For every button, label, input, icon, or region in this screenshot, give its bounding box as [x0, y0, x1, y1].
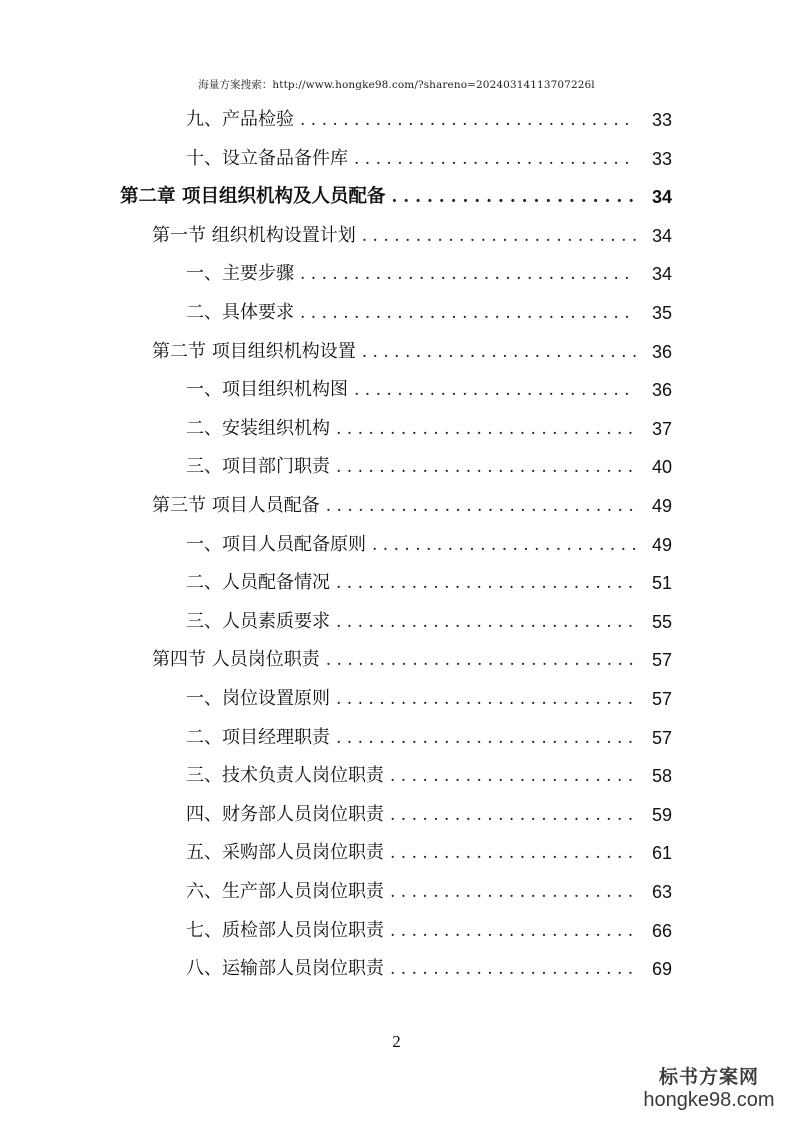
toc-entry-page-number: 33 [651, 148, 672, 169]
toc-entry-label: 第二节 项目组织机构设置 [152, 340, 356, 362]
toc-dot-leader [300, 294, 636, 332]
toc-entry-section[interactable] [152, 641, 672, 679]
toc-entry-page-number: 49 [651, 496, 672, 516]
toc-entry-item[interactable] [186, 757, 672, 795]
toc-entry-item[interactable] [186, 448, 672, 486]
toc-entry-item[interactable] [186, 796, 672, 834]
toc-dot-leader [336, 719, 636, 757]
toc-entry-item[interactable] [186, 410, 672, 448]
toc-dot-leader [336, 564, 636, 602]
toc-entry-item[interactable] [186, 912, 672, 950]
toc-dot-leader [391, 178, 636, 216]
toc-entry-item[interactable] [186, 873, 672, 911]
toc-entry-label: 十、设立备品备件库 [186, 147, 348, 169]
toc-entry-chapter[interactable] [120, 178, 672, 216]
toc-entry-page-number: 58 [651, 766, 672, 787]
toc-entry-label: 三、项目部门职责 [186, 456, 330, 478]
toc-entry-label: 第三节 项目人员配备 [152, 495, 320, 516]
toc-entry-page-number: 51 [651, 573, 672, 594]
toc-dot-leader [362, 333, 636, 371]
toc-entry-label: 八、运输部人员岗位职责 [186, 958, 384, 980]
toc-dot-leader [390, 873, 636, 911]
toc-entry-page-number: 34 [651, 225, 672, 246]
toc-entry-label: 二、安装组织机构 [186, 417, 330, 439]
toc-entry-item[interactable] [186, 950, 672, 988]
toc-entry-page-number: 36 [651, 341, 672, 362]
page-number: 2 [392, 1032, 401, 1051]
toc-entry-page-number: 36 [651, 380, 672, 401]
toc-entry-label: 一、岗位设置原则 [186, 688, 330, 709]
toc-entry-label: 第二章 项目组织机构及人员配备 [120, 186, 386, 208]
toc-entry-section[interactable] [152, 333, 672, 371]
toc-dot-leader [390, 757, 636, 795]
toc-entry-page-number: 49 [651, 534, 672, 555]
toc-entry-label: 五、采购部人员岗位职责 [186, 842, 384, 864]
toc-entry-item[interactable] [186, 255, 672, 293]
toc-entry-label: 第一节 组织机构设置计划 [152, 224, 356, 246]
toc-dot-leader [336, 680, 636, 718]
toc-dot-leader [362, 217, 636, 255]
toc-dot-leader [390, 912, 636, 950]
toc-dot-leader [336, 410, 636, 448]
toc-entry-page-number: 66 [651, 920, 672, 941]
toc-dot-leader [354, 140, 636, 178]
toc-entry-item[interactable] [186, 526, 672, 564]
toc-entry-page-number: 34 [651, 187, 672, 208]
toc-dot-leader [390, 796, 636, 834]
toc-entry-section[interactable] [152, 487, 672, 525]
toc-entry-label: 二、人员配备情况 [186, 572, 330, 594]
toc-dot-leader [390, 950, 636, 988]
toc-dot-leader [354, 371, 636, 409]
toc-entry-label: 二、具体要求 [186, 302, 294, 323]
site-watermark-logo [639, 1066, 779, 1112]
toc-entry-label: 一、项目人员配备原则 [186, 533, 366, 555]
toc-entry-page-number: 69 [651, 959, 672, 980]
toc-entry-item[interactable] [186, 834, 672, 872]
watermark-domain: hongke98.com [643, 1089, 775, 1111]
toc-dot-leader [336, 448, 636, 486]
toc-entry-page-number: 57 [651, 727, 672, 748]
toc-entry-label: 六、生产部人员岗位职责 [186, 881, 384, 902]
toc-entry-item[interactable] [186, 680, 672, 718]
toc-entry-page-number: 57 [651, 689, 672, 709]
watermark-title: 标书方案网 [658, 1066, 759, 1088]
toc-entry-page-number: 55 [651, 611, 672, 632]
toc-entry-item[interactable] [186, 603, 672, 641]
toc-dot-leader [336, 603, 636, 641]
toc-entry-item[interactable] [186, 719, 672, 757]
toc-entry-label: 九、产品检验 [186, 109, 294, 130]
toc-dot-leader [326, 641, 636, 679]
toc-entry-item[interactable] [186, 140, 672, 178]
toc-dot-leader [372, 526, 636, 564]
toc-entry-page-number: 35 [651, 303, 672, 323]
toc-entry-item[interactable] [186, 371, 672, 409]
toc-entry-page-number: 40 [651, 457, 672, 478]
toc-entry-page-number: 34 [651, 264, 672, 285]
toc-entry-label: 一、项目组织机构图 [186, 379, 348, 401]
toc-entry-item[interactable] [186, 294, 672, 332]
toc-entry-page-number: 59 [651, 804, 672, 825]
toc-entry-label: 七、质检部人员岗位职责 [186, 919, 384, 941]
toc-dot-leader [300, 101, 636, 139]
toc-entry-label: 三、技术负责人岗位职责 [186, 765, 384, 787]
toc-entry-page-number: 63 [651, 882, 672, 902]
toc-entry-page-number: 57 [651, 650, 672, 671]
toc-entry-item[interactable] [186, 564, 672, 602]
page-header-url: 海量方案搜索：http://www.hongke98.com/?shareno=20240314113707226l [198, 79, 595, 91]
toc-entry-section[interactable] [152, 217, 672, 255]
toc-entry-label: 一、主要步骤 [186, 263, 294, 285]
toc-dot-leader [300, 255, 636, 293]
toc-dot-leader [390, 834, 636, 872]
toc-entry-page-number: 61 [651, 843, 672, 864]
toc-entry-item[interactable] [186, 101, 672, 139]
toc-entry-label: 三、人员素质要求 [186, 610, 330, 632]
toc-entry-label: 二、项目经理职责 [186, 726, 330, 748]
toc-entry-label: 四、财务部人员岗位职责 [186, 803, 384, 825]
toc-entry-label: 第四节 人员岗位职责 [152, 649, 320, 671]
toc-dot-leader [326, 487, 636, 525]
toc-entry-page-number: 33 [651, 110, 672, 130]
toc-entry-page-number: 37 [651, 418, 672, 439]
